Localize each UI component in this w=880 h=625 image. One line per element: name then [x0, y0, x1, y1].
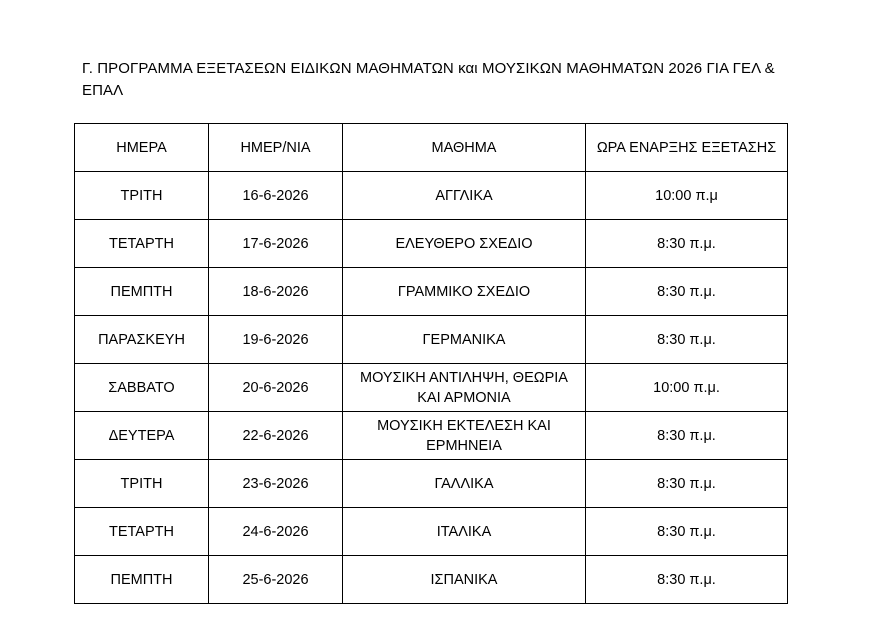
cell-subject: ΓΑΛΛΙΚΑ	[343, 460, 586, 508]
table-row	[75, 556, 788, 604]
cell-date: 25-6-2026	[209, 556, 343, 604]
cell-day: ΤΡΙΤΗ	[75, 460, 209, 508]
cell-date: 20-6-2026	[209, 364, 343, 412]
cell-start-time: 8:30 π.μ.	[586, 220, 788, 268]
document-title: Γ. ΠΡΟΓΡΑΜΜΑ ΕΞΕΤΑΣΕΩΝ ΕΙΔΙΚΩΝ ΜΑΘΗΜΑΤΩΝ και ΜΟΥΣΙΚΩΝ ΜΑΘΗΜΑΤΩΝ 2026 ΓΙΑ ΓΕΛ & ΕΠΑΛ	[82, 60, 775, 99]
cell-subject: ΓΡΑΜΜΙΚΟ ΣΧΕΔΙΟ	[343, 268, 586, 316]
header-subject: ΜΑΘΗΜΑ	[343, 124, 586, 172]
table-row	[75, 412, 788, 460]
header-date: ΗΜΕΡ/ΝΙΑ	[209, 124, 343, 172]
cell-start-time: 8:30 π.μ.	[586, 460, 788, 508]
table-row	[75, 172, 788, 220]
cell-date: 17-6-2026	[209, 220, 343, 268]
table-header-row	[75, 124, 788, 172]
cell-subject: ΙΣΠΑΝΙΚΑ	[343, 556, 586, 604]
cell-date: 18-6-2026	[209, 268, 343, 316]
cell-start-time: 10:00 π.μ	[586, 172, 788, 220]
cell-day: ΠΕΜΠΤΗ	[75, 556, 209, 604]
cell-subject: ΙΤΑΛΙΚΑ	[343, 508, 586, 556]
header-start-time: ΩΡΑ ΕΝΑΡΞΗΣ ΕΞΕΤΑΣΗΣ	[586, 124, 788, 172]
cell-start-time: 10:00 π.μ.	[586, 364, 788, 412]
table-row	[75, 220, 788, 268]
cell-day: ΠΑΡΑΣΚΕΥΗ	[75, 316, 209, 364]
cell-start-time: 8:30 π.μ.	[586, 316, 788, 364]
cell-subject: ΓΕΡΜΑΝΙΚΑ	[343, 316, 586, 364]
table-row	[75, 508, 788, 556]
cell-date: 23-6-2026	[209, 460, 343, 508]
table-row	[75, 460, 788, 508]
header-day: ΗΜΕΡΑ	[75, 124, 209, 172]
cell-day: ΤΡΙΤΗ	[75, 172, 209, 220]
cell-start-time: 8:30 π.μ.	[586, 268, 788, 316]
cell-start-time: 8:30 π.μ.	[586, 412, 788, 460]
cell-date: 16-6-2026	[209, 172, 343, 220]
table-row	[75, 268, 788, 316]
table-row	[75, 364, 788, 412]
cell-day: ΠΕΜΠΤΗ	[75, 268, 209, 316]
cell-start-time: 8:30 π.μ.	[586, 556, 788, 604]
cell-day: ΤΕΤΑΡΤΗ	[75, 220, 209, 268]
cell-date: 19-6-2026	[209, 316, 343, 364]
cell-date: 22-6-2026	[209, 412, 343, 460]
cell-subject: ΜΟΥΣΙΚΗ ΑΝΤΙΛΗΨΗ, ΘΕΩΡΙΑ ΚΑΙ ΑΡΜΟΝΙΑ	[343, 364, 586, 412]
exam-schedule-table	[74, 123, 788, 604]
cell-day: ΤΕΤΑΡΤΗ	[75, 508, 209, 556]
table-row	[75, 316, 788, 364]
cell-day: ΣΑΒΒΑΤΟ	[75, 364, 209, 412]
cell-start-time: 8:30 π.μ.	[586, 508, 788, 556]
cell-subject: ΜΟΥΣΙΚΗ ΕΚΤΕΛΕΣΗ ΚΑΙ ΕΡΜΗΝΕΙΑ	[343, 412, 586, 460]
cell-date: 24-6-2026	[209, 508, 343, 556]
cell-subject: ΑΓΓΛΙΚΑ	[343, 172, 586, 220]
cell-day: ΔΕΥΤΕΡΑ	[75, 412, 209, 460]
cell-subject: ΕΛΕΥΘΕΡΟ ΣΧΕΔΙΟ	[343, 220, 586, 268]
